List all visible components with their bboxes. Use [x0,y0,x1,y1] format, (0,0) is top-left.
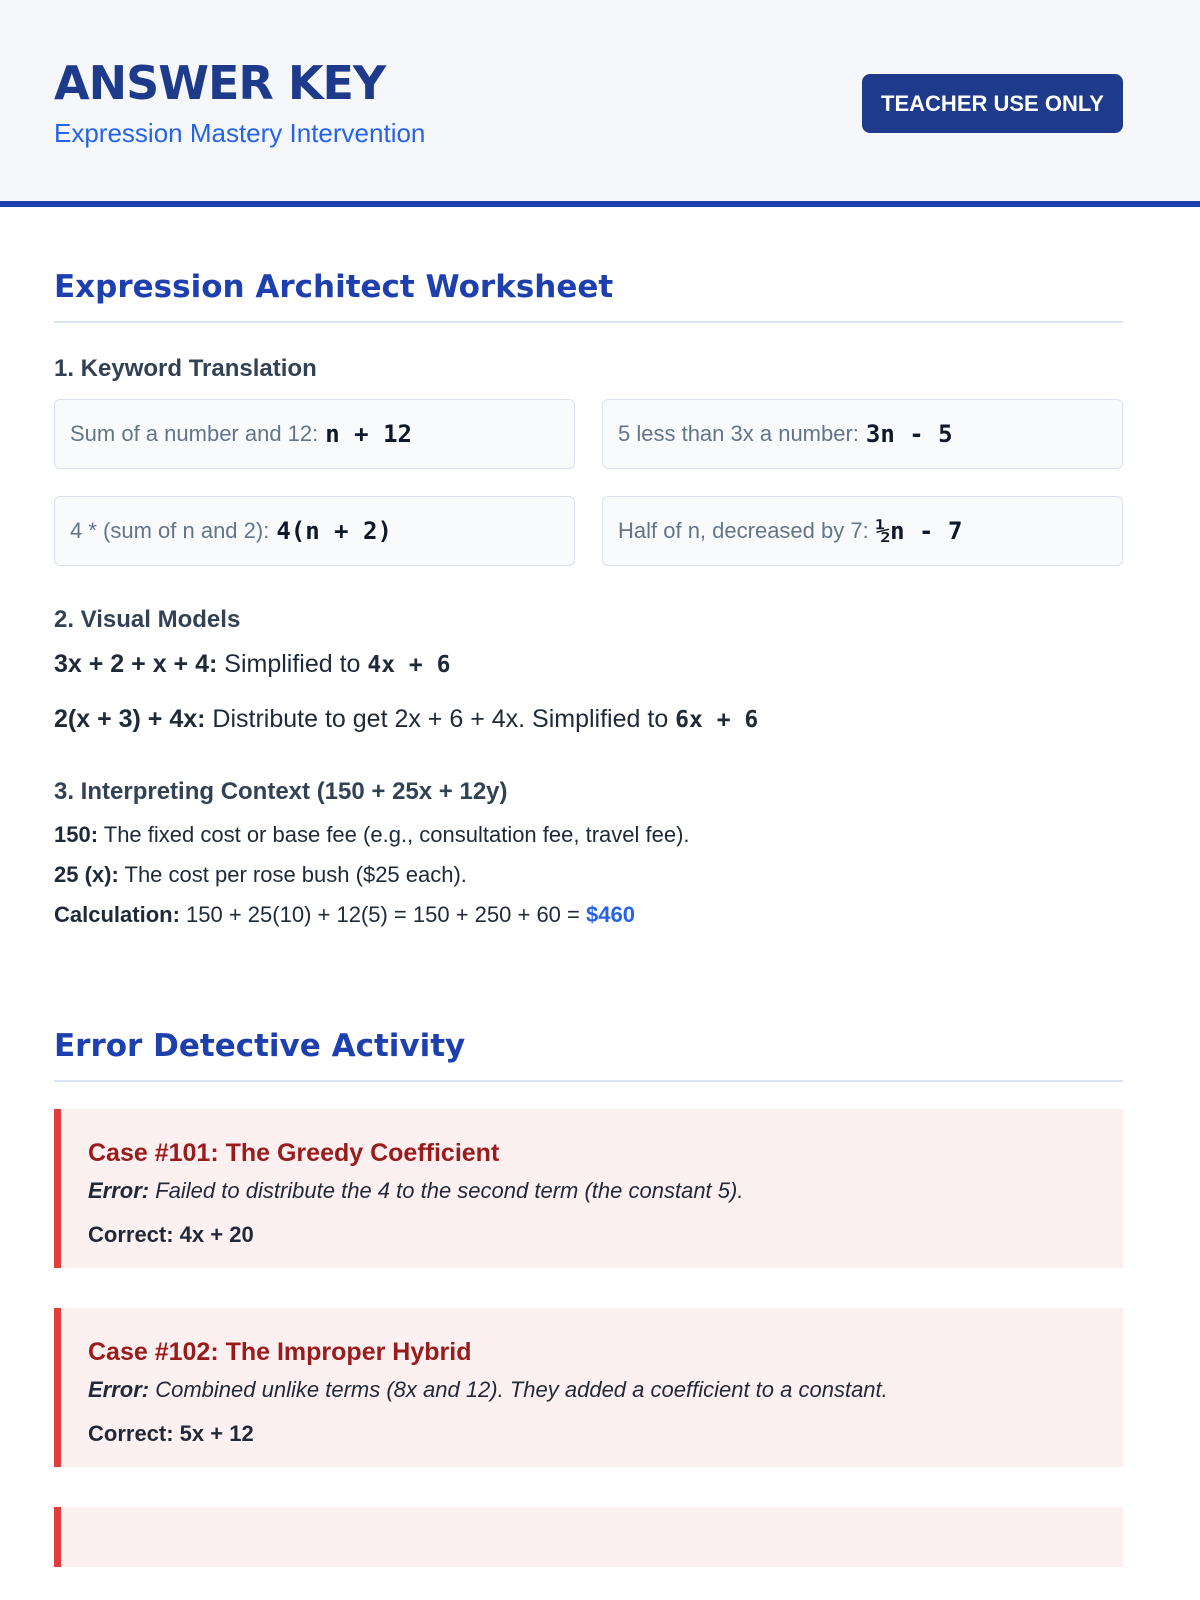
keyword-grid [54,399,1123,566]
case-correct: Correct: 5x + 12 [88,1421,254,1446]
visual-model-item [54,650,1123,679]
case-error [88,1178,1093,1204]
case-error-label: Error: [88,1178,150,1203]
calculation-result: $460 [586,902,635,927]
case-error [88,1377,1093,1403]
case-title: Case #101: The Greedy Coefficient [88,1139,500,1167]
keyword-answer: n + 12 [325,420,412,448]
visual-model-label: 2(x + 3) + 4x: [54,705,206,733]
error-case-card [54,1308,1123,1467]
calculation-text: 150 + 25(10) + 12(5) = 150 + 250 + 60 = [179,902,586,927]
worksheet-title: Expression Architect Worksheet [54,269,1123,323]
case-correct: Correct: 4x + 20 [88,1222,254,1247]
error-case-card [54,1507,1123,1567]
keyword-prompt: Sum of a number and 12: [70,421,319,446]
context-label: 150: [54,822,99,847]
keyword-prompt: Half of n, decreased by 7: [618,518,869,543]
case-error-text: Failed to distribute the 4 to the second term (the constant 5). [149,1178,744,1203]
visual-model-answer: 6x + 6 [675,707,759,733]
keyword-card [602,399,1123,469]
context-label: 25 (x): [54,862,119,887]
case-title: Case #102: The Improper Hybrid [88,1338,472,1366]
context-heading: 3. Interpreting Context (150 + 25x + 12y) [54,778,508,805]
keyword-prompt: 5 less than 3x a number: [618,421,859,446]
visual-model-label: 3x + 2 + x + 4: [54,650,218,678]
main-content [0,269,1200,1567]
teacher-only-badge: TEACHER USE ONLY [862,74,1123,133]
visual-model-item [54,705,1123,734]
context-item [54,822,1123,848]
context-item [54,862,1123,888]
calculation-line [54,902,1123,928]
visual-models-heading: 2. Visual Models [54,606,241,633]
page-title: ANSWER KEY [54,56,386,110]
keyword-answer: 4(n + 2) [276,517,392,545]
keyword-prompt: 4 * (sum of n and 2): [70,518,270,543]
keyword-answer: 3n - 5 [865,420,953,448]
calculation-label: Calculation: [54,902,180,927]
keyword-answer: ½n - 7 [875,517,963,545]
case-error-label: Error: [88,1377,150,1402]
context-text: The fixed cost or base fee (e.g., consultation fee, travel fee). [98,822,690,847]
context-text: The cost per rose bush ($25 each). [118,862,467,887]
visual-model-answer: 4x + 6 [367,652,451,678]
visual-model-text: Distribute to get 2x + 6 + 4x. Simplified to [205,705,676,733]
keyword-heading: 1. Keyword Translation [54,355,317,382]
page-subtitle: Expression Mastery Intervention [54,118,426,148]
keyword-card [54,399,575,469]
error-detective-title: Error Detective Activity [54,1028,1123,1082]
keyword-card [54,496,575,566]
visual-model-text: Simplified to [217,650,368,678]
error-case-card [54,1109,1123,1268]
keyword-card [602,496,1123,566]
page-header [0,0,1200,207]
case-error-text: Combined unlike terms (8x and 12). They added a coefficient to a constant. [149,1377,888,1402]
